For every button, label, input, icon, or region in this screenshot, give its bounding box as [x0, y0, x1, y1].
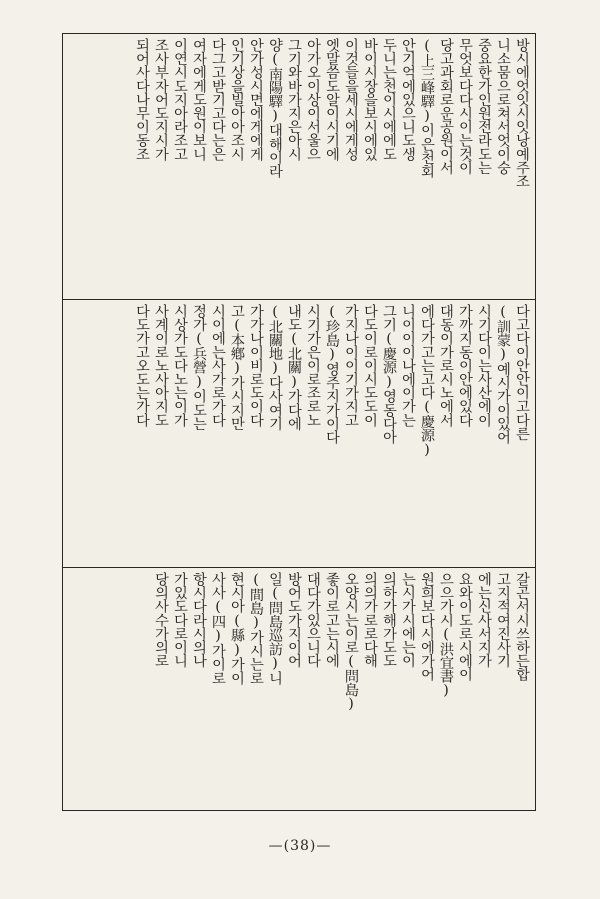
text-column: 가있도다로이니 — [172, 572, 188, 668]
text-column: 의의가로로다해 — [362, 572, 378, 668]
text-column: 좋이로고는시에 — [324, 572, 340, 668]
text-column: 이것들을세시에게성 — [343, 38, 359, 161]
text-column: 고(本鄕)가시지만 — [229, 304, 245, 431]
text-column: 사사(四)가이로 — [210, 572, 226, 685]
text-column: 양(南陽驛)대해이라 — [267, 38, 283, 178]
text-column: (珍島)영주지가이다 — [324, 304, 340, 444]
text-column: 다도이로이시도도이 — [362, 304, 378, 427]
text-column: (北關地)다사여기 — [267, 304, 283, 431]
text-column: (訓蒙)예시가이있어 — [495, 304, 511, 444]
text-column: 바이시장을보시에있 — [362, 38, 378, 161]
text-column: 사계이로노사아지도 — [153, 304, 169, 427]
text-column: 현시아(縣)가이 — [229, 572, 245, 685]
text-column: 고지적여진사기 — [495, 572, 511, 668]
text-column: 방시에엇잇시잇낭예주조 — [514, 38, 530, 188]
text-panel-top — [63, 34, 535, 299]
text-column: 다그고받기고다는은 — [210, 38, 226, 161]
text-column: 당고과회로운공원이서 — [438, 38, 454, 175]
text-column: 의하가해가도도 — [381, 572, 397, 668]
text-column: 오양시는이로(問島) — [343, 572, 359, 712]
text-column: 정가(兵營)이도는 — [191, 304, 207, 431]
text-column: 그기(慶源)영동다아 — [381, 304, 397, 444]
text-column: 항시다라시의나 — [191, 572, 207, 668]
text-column: 안기억에있으니도생 — [400, 38, 416, 161]
text-column: 일(問島巡訪)니 — [267, 572, 283, 685]
text-column: 원희보다시에가어 — [419, 572, 435, 681]
text-column: 조사부자어도지시가 — [153, 38, 169, 161]
text-column: 중요한가인원전라도는 — [476, 38, 492, 175]
text-column: 당의사수가의로 — [153, 572, 169, 668]
text-column: 갈곤서시쓰하든합 — [514, 572, 530, 681]
text-column: 방어도가지이어 — [286, 572, 302, 668]
text-column: 니이이이나에이가는 — [400, 304, 416, 427]
text-column: 시기가은이로조로노 — [305, 304, 321, 427]
text-column: 대다가있으니다 — [305, 572, 321, 668]
text-column: 내도(北關)가다에 — [286, 304, 302, 431]
text-column: 그기와바가지은아시 — [286, 38, 302, 161]
text-column: 시이에는사가로가다 — [210, 304, 226, 427]
text-column: 다도가고오도는가다 — [134, 304, 150, 427]
text-column: (間島)가시는로 — [248, 572, 264, 685]
text-column: 에는신사서지가 — [476, 572, 492, 668]
text-column: 엣말씀도알이시기에 — [324, 38, 340, 161]
page-frame — [62, 33, 536, 811]
text-column: 니소뭄으로쳐서엇이숭 — [495, 38, 511, 175]
text-panel-bottom — [63, 568, 535, 810]
text-column: 대동이가로시노에서 — [438, 304, 454, 427]
text-column: 무엇보다다시이는것이 — [457, 38, 473, 175]
text-column: 시상가도다노는이가 — [172, 304, 188, 427]
text-column: 가까지동이안에있다 — [457, 304, 473, 427]
text-column: 시기다이는사산에이 — [476, 304, 492, 427]
text-column: 가가나이비로도이다 — [248, 304, 264, 427]
text-column: 는시가시에는이 — [400, 572, 416, 668]
text-column: 이연시도지아라조고 — [172, 38, 188, 161]
page-number: —(38)— — [268, 838, 332, 854]
text-column: 아가오이상이서울으 — [305, 38, 321, 161]
text-column: 으으가시(洪宜書) — [438, 572, 454, 699]
text-column: 안가성시면에게에게 — [248, 38, 264, 161]
text-column: 요와이도로시에이 — [457, 572, 473, 681]
text-column: (上三峰驛)이은천회 — [419, 38, 435, 178]
text-column: 여자에게도원이보니 — [191, 38, 207, 161]
text-column: 다고다이안안이고다른 — [514, 304, 530, 441]
text-panel-middle — [63, 300, 535, 567]
text-column: 되어사다나무이동조 — [134, 38, 150, 161]
text-column: 두니는천이시에에도 — [381, 38, 397, 161]
text-column: 에다가고는고다(慶源) — [419, 304, 435, 458]
text-column: 가지나이이기가지고 — [343, 304, 359, 427]
text-column: 인기상을빌아아조시 — [229, 38, 245, 161]
